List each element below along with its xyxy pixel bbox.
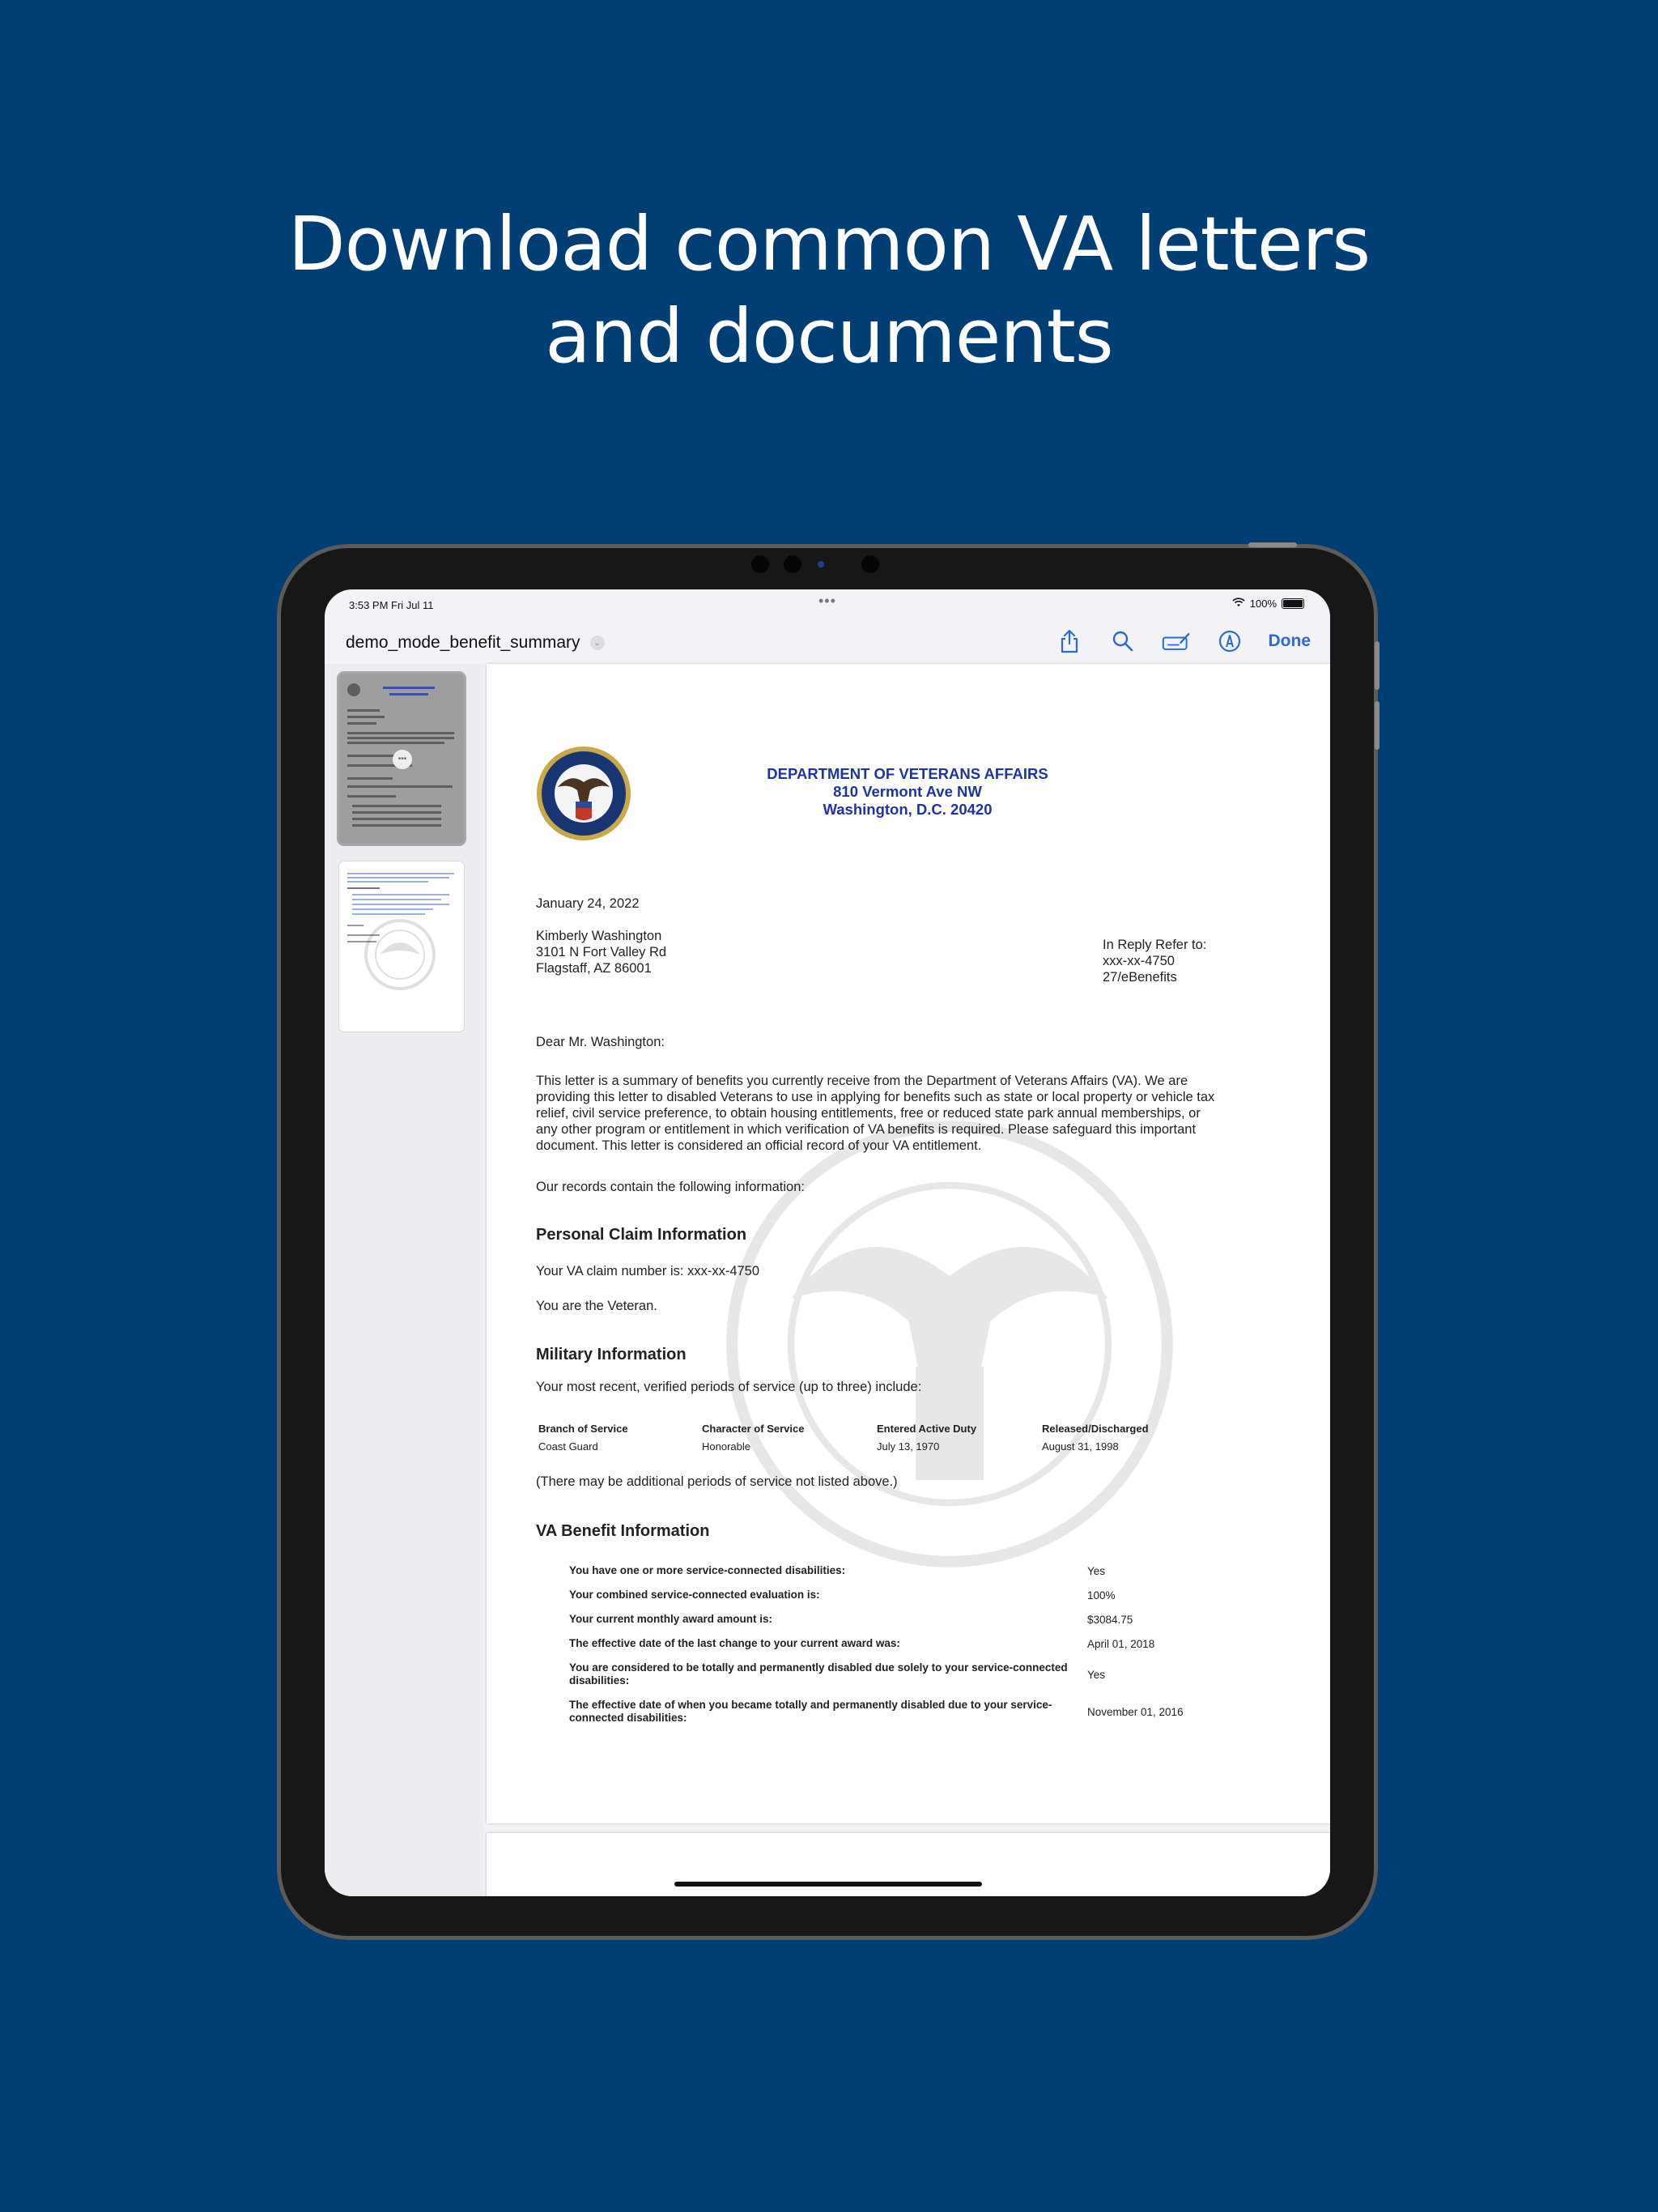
benefit-row [569,1564,1233,1577]
chevron-down-icon[interactable]: ⌄ [590,636,605,650]
markup-icon[interactable] [1215,627,1244,656]
document-filename: demo_mode_benefit_summary [346,633,580,652]
benefit-row [569,1699,1233,1725]
benefits-list [569,1564,1233,1736]
service-col-entered: Entered Active Duty [877,1422,977,1435]
intro-line: any other program or entitlement in which verification of VA benefits is required. Please safeguard this important [536,1122,1197,1137]
pdf-page-2 [487,1833,1330,1896]
headline [0,198,1658,383]
intro-paragraph [536,1073,1297,1154]
benefit-value: 100% [1087,1589,1116,1602]
claim-number-line: Your VA claim number is: xxx-xx-4750 [536,1264,760,1278]
page-thumbnail-1[interactable] [339,674,464,844]
reply-label: In Reply Refer to: [1103,938,1207,952]
service-table-header [538,1419,1235,1437]
document-toolbar [325,619,1330,664]
share-icon[interactable] [1055,627,1084,656]
intro-line: relief, civil service preference, to obtain housing entitlements, free or reduced state park annual memberships, or [536,1106,1201,1121]
multitasking-dots[interactable]: ••• [818,593,836,609]
home-indicator[interactable] [674,1882,982,1887]
records-line: Our records contain the following information: [536,1180,805,1194]
status-bar [325,589,1330,619]
volume-up-button [1375,641,1380,690]
recipient-address [536,928,666,976]
document-title[interactable] [346,633,605,653]
search-icon[interactable] [1108,627,1137,656]
toolbar-actions [1055,627,1312,656]
benefit-label: You have one or more service-connected disabilities: [569,1564,846,1576]
benefit-row [569,1589,1233,1602]
service-col-branch: Branch of Service [538,1422,628,1435]
pdf-page-1 [487,664,1330,1823]
military-info-heading: Military Information [536,1346,687,1363]
service-note: (There may be additional periods of service not listed above.) [536,1474,898,1489]
benefit-label: Your current monthly award amount is: [569,1613,773,1625]
service-entered: July 13, 1970 [877,1440,940,1453]
letter-date: January 24, 2022 [536,896,640,911]
recipient-address-line-1: 3101 N Fort Valley Rd [536,945,667,959]
service-branch: Coast Guard [538,1440,598,1453]
military-intro: Your most recent, verified periods of service (up to three) include: [536,1380,922,1394]
status-time: 3:53 PM Fri Jul 11 [349,599,434,611]
intro-line: document. This letter is considered an official record of your VA entitlement. [536,1138,982,1153]
camera-dot [784,555,801,573]
benefit-value: April 01, 2018 [1087,1637,1155,1650]
benefit-label: You are considered to be totally and permanently disabled due solely to your service-connected disabilities: [569,1661,1068,1687]
table-row [538,1437,1235,1455]
thumbnail-more-button[interactable]: ••• [393,750,412,769]
benefit-value: $3084.75 [1087,1613,1133,1626]
benefit-value: November 01, 2016 [1087,1705,1184,1718]
benefit-value: Yes [1087,1668,1106,1681]
service-col-released: Released/Discharged [1042,1422,1149,1435]
recipient-address-line-2: Flagstaff, AZ 86001 [536,961,652,976]
benefit-row [569,1613,1233,1626]
veteran-line: You are the Veteran. [536,1299,657,1313]
reply-number: xxx-xx-4750 [1103,954,1175,968]
letterhead [616,765,1199,819]
intro-line: providing this letter to disabled Veterans to use in applying for benefits such as state or local property or vehicle tax [536,1090,1215,1104]
reply-reference [1103,937,1206,985]
benefit-label: Your combined service-connected evaluation is: [569,1589,820,1601]
benefit-label: The effective date of when you became totally and permanently disabled due to your service-connected disabilities: [569,1699,1052,1724]
benefit-value: Yes [1087,1564,1106,1577]
camera-dot [861,555,879,573]
personal-claim-heading: Personal Claim Information [536,1226,747,1244]
markup-signature-icon[interactable] [1162,627,1191,656]
camera-dot [818,561,824,568]
benefit-info-heading: VA Benefit Information [536,1522,710,1540]
battery-icon [1282,598,1304,609]
wifi-icon [1232,598,1245,610]
dept-name: DEPARTMENT OF VETERANS AFFAIRS [767,765,1048,782]
volume-down-button [1375,701,1380,750]
page-thumbnails-sidebar [325,664,483,1896]
benefit-label: The effective date of the last change to your current award was: [569,1637,900,1649]
service-table [538,1419,1235,1455]
service-col-character: Character of Service [702,1422,805,1435]
service-released: August 31, 1998 [1042,1440,1119,1453]
done-button[interactable]: Done [1268,632,1311,650]
service-character: Honorable [702,1440,750,1453]
salutation: Dear Mr. Washington: [536,1035,665,1049]
dept-address-line-1: 810 Vermont Ave NW [833,783,982,800]
dept-address-line-2: Washington, D.C. 20420 [823,801,993,818]
camera-dot [751,555,769,573]
page-thumbnail-2[interactable] [339,861,464,1032]
reply-code: 27/eBenefits [1103,970,1177,985]
status-right [1232,598,1304,610]
device-screen [325,589,1330,1896]
intro-line: This letter is a summary of benefits you currently receive from the Department of Veterans Affairs (VA). We are [536,1074,1188,1088]
battery-percent: 100% [1249,598,1277,610]
ipad-device [277,544,1378,1940]
benefit-row [569,1661,1233,1687]
top-button [1248,542,1297,547]
benefit-row [569,1637,1233,1650]
headline-line-1: Download common VA letters [287,201,1371,287]
headline-line-2: and documents [545,293,1113,380]
recipient-name: Kimberly Washington [536,929,662,943]
